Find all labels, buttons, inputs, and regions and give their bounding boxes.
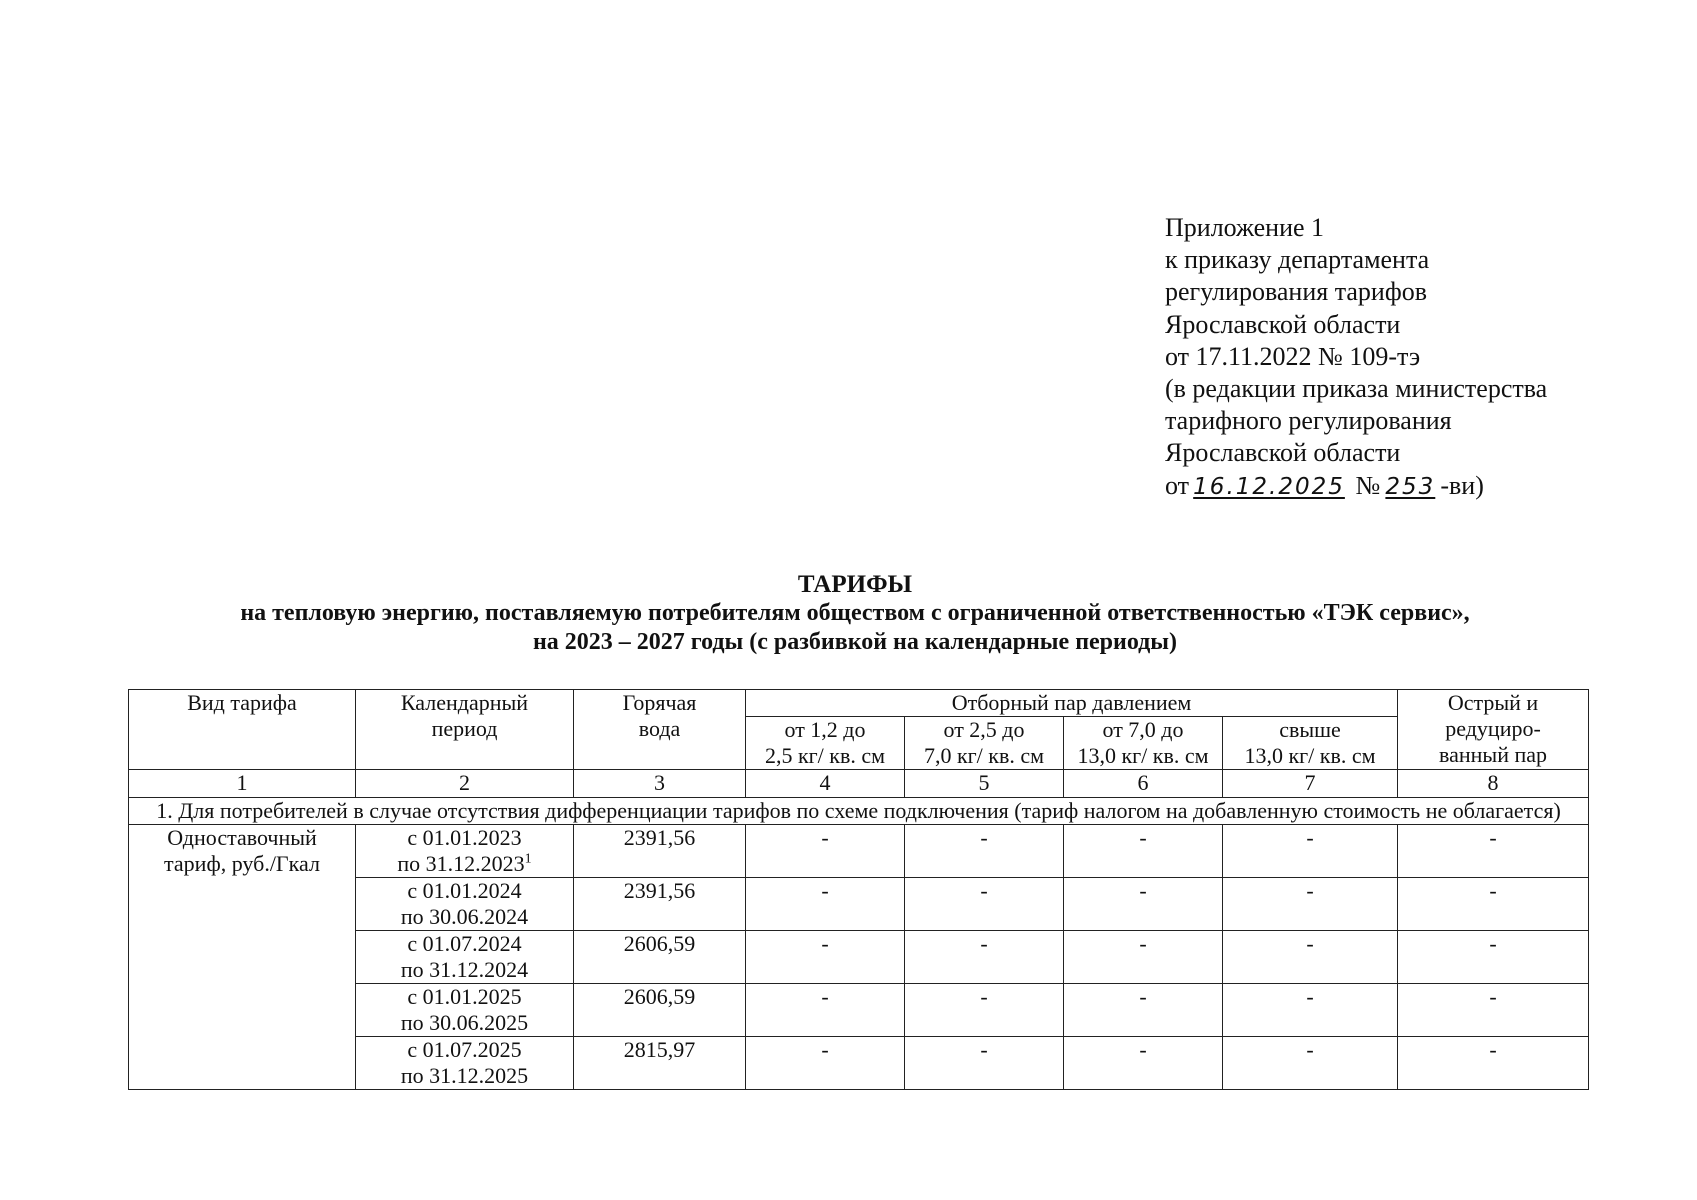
section-title: 1. Для потребителей в случае отсутствия дифференциации тарифов по схеме подключения (тариф налогом на добавленную стоимость не облагается) <box>129 798 1589 825</box>
column-number: 8 <box>1398 770 1589 798</box>
column-number: 4 <box>746 770 905 798</box>
header-steam-2 <box>905 717 1064 770</box>
period-from: с 01.01.2025 <box>407 984 522 1009</box>
header-sharp-line: Острый и <box>1447 690 1539 715</box>
header-steam-line: 13,0 кг/ кв. см <box>1244 743 1376 768</box>
period-to: по 30.06.2024 <box>400 904 529 929</box>
steam-2-value: - <box>905 825 1064 878</box>
header-sharp-steam <box>1398 690 1589 770</box>
steam-3-value: - <box>1064 825 1223 878</box>
hot-water-value: 2606,59 <box>574 984 746 1037</box>
sharp-steam-value: - <box>1398 931 1589 984</box>
appendix-line: Приложение 1 <box>1165 213 1325 242</box>
header-steam-4 <box>1223 717 1398 770</box>
header-steam-line: от 2,5 до <box>943 717 1025 742</box>
title-years: на 2023 – 2027 годы (с разбивкой на календарные периоды) <box>532 629 1178 655</box>
tariff-label-line: тариф, руб./Гкал <box>164 851 320 876</box>
steam-2-value: - <box>905 1037 1064 1090</box>
sharp-steam-value: - <box>1398 878 1589 931</box>
steam-3-value: - <box>1064 984 1223 1037</box>
handwritten-number: 253 <box>1385 473 1436 500</box>
period-from: с 01.07.2024 <box>407 931 522 956</box>
title-main: ТАРИФЫ <box>797 571 913 598</box>
document-title <box>110 570 1600 657</box>
hot-water-value: 2606,59 <box>574 931 746 984</box>
hot-water-value: 2391,56 <box>574 878 746 931</box>
steam-1-value: - <box>746 825 905 878</box>
header-period <box>356 690 574 770</box>
header-steam-group: Отборный пар давлением <box>746 690 1398 717</box>
steam-4-value: - <box>1223 825 1398 878</box>
sharp-steam-value: - <box>1398 984 1589 1037</box>
section-row <box>129 798 1589 825</box>
appendix-line: от 17.11.2022 № 109-тэ <box>1165 341 1421 371</box>
header-steam-line: 13,0 кг/ кв. см <box>1077 743 1209 768</box>
column-number: 1 <box>129 770 356 798</box>
period-from: с 01.01.2024 <box>407 878 522 903</box>
appendix-block <box>1165 212 1685 503</box>
period-cell <box>356 931 574 984</box>
steam-3-value: - <box>1064 878 1223 931</box>
period-to-line <box>359 851 570 877</box>
steam-4-value: - <box>1223 878 1398 931</box>
hot-water-value: 2391,56 <box>574 825 746 878</box>
period-to: по 31.12.2025 <box>400 1063 529 1088</box>
header-steam-line: свыше <box>1279 717 1341 742</box>
column-number: 6 <box>1064 770 1223 798</box>
tariff-label-cell <box>129 825 356 1090</box>
period-from: с 01.07.2025 <box>407 1037 522 1062</box>
title-subtitle: на тепловую энергию, поставляемую потребителям обществом с ограниченной ответственностью «ТЭК сервис», <box>240 600 1470 626</box>
appendix-line: к приказу департамента <box>1165 245 1430 275</box>
steam-2-value: - <box>905 931 1064 984</box>
appendix-line: (в редакции приказа министерства <box>1165 374 1548 404</box>
steam-1-value: - <box>746 984 905 1037</box>
steam-3-value: - <box>1064 1037 1223 1090</box>
header-hot-water-line: вода <box>638 716 681 741</box>
table-row <box>129 825 1589 878</box>
sharp-steam-value: - <box>1398 825 1589 878</box>
period-cell <box>356 984 574 1037</box>
column-number: 2 <box>356 770 574 798</box>
appendix-suffix: -ви) <box>1440 470 1484 500</box>
appendix-line: регулирования тарифов <box>1165 277 1427 307</box>
footnote-marker: 1 <box>524 851 532 867</box>
steam-2-value: - <box>905 984 1064 1037</box>
steam-4-value: - <box>1223 984 1398 1037</box>
period-cell <box>356 878 574 931</box>
header-steam-3 <box>1064 717 1223 770</box>
tariffs-table <box>128 689 1589 1090</box>
header-sharp-line: ванный пар <box>1439 742 1548 767</box>
header-tariff-type: Вид тарифа <box>129 690 356 770</box>
column-number: 3 <box>574 770 746 798</box>
handwritten-date: 16.12.2025 <box>1193 473 1345 500</box>
header-period-line: период <box>431 716 498 741</box>
header-steam-line: 2,5 кг/ кв. см <box>764 743 886 768</box>
appendix-line: тарифного регулирования <box>1165 406 1452 436</box>
appendix-signature-line <box>1165 470 1685 503</box>
header-steam-line: 7,0 кг/ кв. см <box>923 743 1045 768</box>
header-hot-water-line: Горячая <box>622 690 697 715</box>
header-steam-1 <box>746 717 905 770</box>
period-to: по 31.12.2024 <box>400 957 529 982</box>
tariff-label-line: Одноставочный <box>167 825 317 850</box>
header-period-line: Календарный <box>400 690 529 715</box>
steam-4-value: - <box>1223 1037 1398 1090</box>
header-row-1 <box>129 690 1589 717</box>
sharp-steam-value: - <box>1398 1037 1589 1090</box>
appendix-number-sign: № <box>1355 470 1381 500</box>
steam-3-value: - <box>1064 931 1223 984</box>
period-cell <box>356 825 574 878</box>
period-from: с 01.01.2023 <box>407 825 522 850</box>
steam-1-value: - <box>746 931 905 984</box>
steam-1-value: - <box>746 878 905 931</box>
header-steam-line: от 1,2 до <box>784 717 866 742</box>
steam-1-value: - <box>746 1037 905 1090</box>
column-number: 5 <box>905 770 1064 798</box>
appendix-from-label: от <box>1165 470 1190 500</box>
header-hot-water <box>574 690 746 770</box>
steam-4-value: - <box>1223 931 1398 984</box>
period-cell <box>356 1037 574 1090</box>
appendix-line: Ярославской области <box>1165 438 1401 468</box>
header-sharp-line: редуциро- <box>1445 716 1541 741</box>
column-number-row <box>129 770 1589 798</box>
steam-2-value: - <box>905 878 1064 931</box>
header-steam-line: от 7,0 до <box>1102 717 1184 742</box>
hot-water-value: 2815,97 <box>574 1037 746 1090</box>
period-to: по 30.06.2025 <box>400 1010 529 1035</box>
period-to: по 31.12.2023 <box>397 851 525 876</box>
column-number: 7 <box>1223 770 1398 798</box>
appendix-line: Ярославской области <box>1165 309 1401 339</box>
